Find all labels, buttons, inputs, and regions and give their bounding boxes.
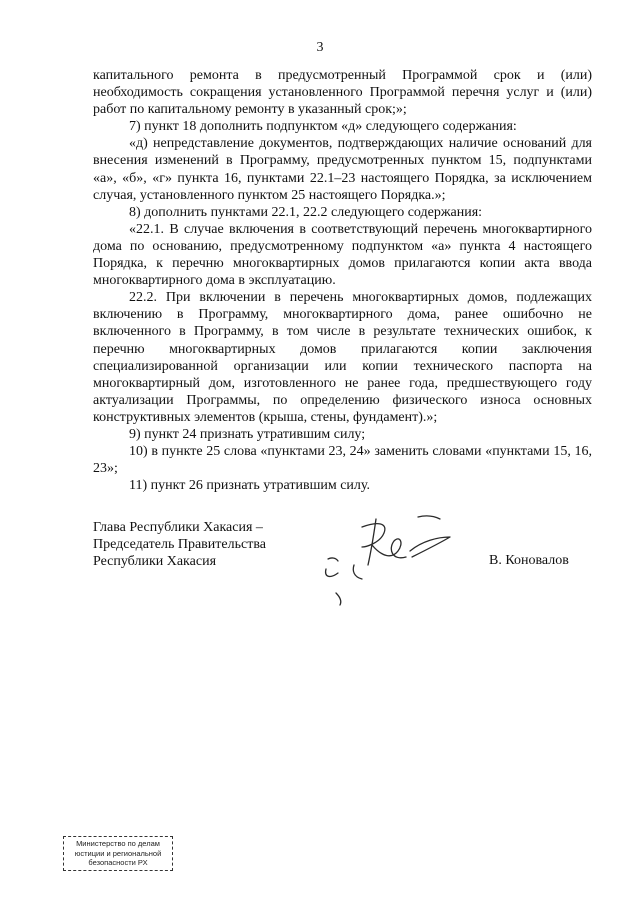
paragraph-item-11: 11) пункт 26 признать утратившим силу. <box>129 478 371 494</box>
stamp-line: юстиции и региональной <box>74 848 162 858</box>
paragraph-subitem-d: «д) непредставление документов, подтверждающих наличие оснований для внесения изменений в Программу, предусмотренных пунктом 15, подпунктами «а», «б», «г» пункта 16, пунктами 22.1–23 настоящего Порядка, за исключением случая, установленного пунктом 25 настоящего Порядка.»; <box>93 136 592 203</box>
signatory-title-line: Председатель Правительства <box>93 537 266 552</box>
signatory-title <box>93 519 266 570</box>
paragraph-item-9: 9) пункт 24 признать утратившим силу; <box>129 426 366 442</box>
document-body <box>93 67 592 494</box>
registration-stamp <box>63 836 173 871</box>
paragraph-continuation: капитального ремонта в предусмотренный Программой срок и (или) необходимость сокращения установленного Программой перечня услуг и (или) работ по капитальному ремонту в указанный срок;»; <box>93 68 592 118</box>
paragraph-item-7: 7) пункт 18 дополнить подпунктом «д» следующего содержания: <box>129 119 517 135</box>
paragraph-22-2: 22.2. При включении в перечень многоквартирных домов, подлежащих включению в Программу, многоквартирного дома, ранее ошибочно не включенного в Программу, в том числе в результате технических ошибок, к перечню многоквартирных домов прилагаются копии заключения специализированной организации или копии технического паспорта на многоквартирный дом, изготовленного не ранее года, предшествующего году актуализации Программы, по определению физического износа основных конструктивных элементов (крыша, стены, фундамент).»; <box>93 290 592 425</box>
signatory-name: В. Коновалов <box>489 553 569 568</box>
stamp-line: безопасности РХ <box>88 858 148 867</box>
paragraph-22-1: «22.1. В случае включения в соответствующий перечень многоквартирного дома по основанию, предусмотренному подпунктом «а» пункта 4 настоящего Порядка, к перечню многоквартирных домов прилагаются копии акта ввода многоквартирного дома в эксплуатацию. <box>93 221 592 289</box>
handwritten-signature <box>318 507 478 607</box>
paragraph-item-8: 8) дополнить пунктами 22.1, 22.2 следующего содержания: <box>129 204 483 220</box>
signatory-title-line: Республики Хакасия <box>93 554 217 569</box>
page-number: 3 <box>316 40 324 55</box>
stamp-line: Министерство по делам <box>76 839 160 848</box>
paragraph-item-10: 10) в пункте 25 слова «пунктами 23, 24» заменить словами «пунктами 15, 16, 23»; <box>93 444 592 477</box>
signatory-title-line: Глава Республики Хакасия – <box>93 520 263 535</box>
